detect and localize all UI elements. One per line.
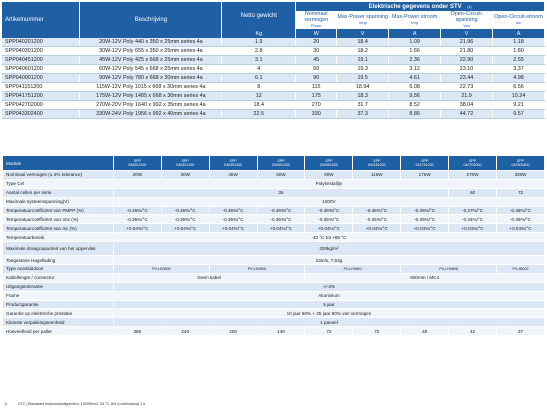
tc-voc-value: -0.35%/°C xyxy=(353,215,401,224)
unit-a: A xyxy=(389,29,441,38)
junction-label: Type Aansluitdoos xyxy=(3,265,114,274)
table-row xyxy=(2,92,545,101)
nominal-value: 90W xyxy=(305,171,353,180)
tc-pmpp-label: Temperatuurcoëfficiënt van PMPP (%) xyxy=(3,206,114,215)
module-head-prefix: SPP xyxy=(516,158,525,163)
tc-pmpp-value: -0.45%/°C xyxy=(305,206,353,215)
table-row xyxy=(2,47,545,56)
header-net-weight: Netto gewicht xyxy=(222,2,296,29)
cell-voc: 21.80 xyxy=(441,47,493,56)
header-max-power-voltage-text: Max-Power spanning xyxy=(337,14,388,20)
cell-isc: 9.21 xyxy=(493,101,545,110)
cell-vmp: 19.1 xyxy=(337,56,389,65)
module-head-number: 041751200 xyxy=(415,163,434,167)
tc-isc-value: +0.04%/°C xyxy=(305,224,353,233)
cell-article: SPP040601200 xyxy=(2,65,80,74)
cell-article: SPP042702000 xyxy=(2,101,80,110)
cell-voc: 21.96 xyxy=(441,38,493,47)
module-head-number: 040301200 xyxy=(176,163,195,167)
module-head-prefix: SPP xyxy=(468,158,477,163)
cell-vmp: 18.2 xyxy=(337,47,389,56)
tc-pmpp-value: -0.45%/°C xyxy=(401,206,449,215)
hail-value: 23m/s, 7,53g xyxy=(113,256,544,265)
module-head-number: 041151200 xyxy=(367,163,386,167)
cell-description: 30W-12V Poly 655 x 350 x 25mm series 4a xyxy=(80,47,222,56)
unit-v2: V xyxy=(441,29,493,38)
nominal-value: 20W xyxy=(113,171,161,180)
tc-isc-value: +0.04%/°C xyxy=(257,224,305,233)
header-open-circuit-voltage xyxy=(441,11,493,29)
tc-voc-value: -0.35%/°C xyxy=(401,215,449,224)
header-vmp-symbol: Vmp xyxy=(358,20,367,25)
cell-voc: 23.44 xyxy=(441,74,493,83)
junction-value-1: PV-LH0805 xyxy=(113,265,209,274)
module-head xyxy=(497,156,545,171)
junction-value-5: PV-JB002 xyxy=(497,265,545,274)
nominal-value: 60W xyxy=(257,171,305,180)
cell-vmp: 19.5 xyxy=(337,74,389,83)
header-description: Beschrijving xyxy=(80,2,222,38)
detail-spec-table xyxy=(2,155,545,336)
cell-voc: 44.72 xyxy=(441,110,493,119)
footnote-number: 1) xyxy=(4,402,8,406)
top-spec-table xyxy=(2,2,545,119)
cell-imp: 4.61 xyxy=(389,74,441,83)
table-row xyxy=(2,83,545,92)
cell-vmp: 31.7 xyxy=(337,101,389,110)
header-max-power-voltage xyxy=(337,11,389,29)
tc-isc-value: +0.04%/°C xyxy=(401,224,449,233)
cell-vmp: 18.4 xyxy=(337,38,389,47)
tc-pmpp-value: -0.45%/°C xyxy=(353,206,401,215)
cell-description: 45W-12V Poly 425 x 668 x 25mm series 4a xyxy=(80,56,222,65)
cell-description: 20W-12V Poly 440 x 350 x 25mm series 4a xyxy=(80,38,222,47)
cell-voc: 22.73 xyxy=(441,83,493,92)
hail-label: Toegestane Hagellading xyxy=(3,256,114,265)
header-voc-symbol: Voc xyxy=(463,23,470,28)
pallet-value: 37 xyxy=(497,327,545,336)
pallet-value: 48 xyxy=(401,327,449,336)
tc-isc-value: +0.04%/°C xyxy=(209,224,257,233)
cell-weight: 1.9 xyxy=(222,38,296,47)
module-head xyxy=(449,156,497,171)
cell-nominal: 60 xyxy=(296,65,337,74)
max-voltage-value: 1000V xyxy=(113,197,544,206)
cell-description: 330W-24V Poly 1956 x 992 x 40mm series 4a xyxy=(80,110,222,119)
tc-pmpp-value: -0.45%/°C xyxy=(209,206,257,215)
module-head-prefix: SPP xyxy=(325,158,333,163)
cell-weight: 8 xyxy=(222,83,296,92)
tc-pmpp-value: -0.45%/°C xyxy=(113,206,161,215)
frame-value: Aluminium xyxy=(113,291,544,300)
cable-none: Geen kabel xyxy=(113,273,305,282)
cell-weight: 12 xyxy=(222,92,296,101)
cell-article: SPP040301200 xyxy=(2,47,80,56)
table-row xyxy=(2,38,545,47)
tc-isc-value: +0.04%/°C xyxy=(353,224,401,233)
cell-nominal: 30 xyxy=(296,47,337,56)
tc-voc-value: -0.35%/°C xyxy=(113,215,161,224)
module-head xyxy=(209,156,257,171)
header-open-circuit-current-text: Open-Circuit-stroom xyxy=(494,14,543,20)
cell-nominal: 90 xyxy=(296,74,337,83)
module-head-number: 042702000 xyxy=(463,163,482,167)
cells-60: 60 xyxy=(449,188,497,197)
module-head-prefix: SPP xyxy=(229,158,237,163)
cell-vmp: 18.3 xyxy=(337,92,389,101)
frame-label: Frame xyxy=(3,291,114,300)
tc-isc-value: +0.04%/°C xyxy=(161,224,209,233)
table-row xyxy=(2,101,545,110)
cell-description: 90W-12V Poly 780 x 668 x 30mm series 4a xyxy=(80,74,222,83)
load-value: 200kg/m² xyxy=(113,242,544,256)
module-head xyxy=(305,156,353,171)
pallet-value: 42 xyxy=(449,327,497,336)
cell-nominal: 270 xyxy=(296,101,337,110)
temp-range-value: -40 °C tot +85 °C xyxy=(113,233,544,242)
pallet-value: 200 xyxy=(209,327,257,336)
cell-weight: 4 xyxy=(222,65,296,74)
module-head-prefix: SPP xyxy=(277,158,285,163)
header-electrical-group-text: Elektrische gegevens onder STV xyxy=(368,3,462,10)
module-head xyxy=(161,156,209,171)
cell-isc: 9.57 xyxy=(493,110,545,119)
warranty-value: 5 jaar xyxy=(113,300,544,309)
table-row xyxy=(2,56,545,65)
cell-imp: 1.09 xyxy=(389,38,441,47)
unit-v: V xyxy=(337,29,389,38)
module-head xyxy=(353,156,401,171)
cell-weight: 6.1 xyxy=(222,74,296,83)
tc-isc-value: +0.04%/°C xyxy=(113,224,161,233)
tc-pmpp-value: -0.45%/°C xyxy=(257,206,305,215)
cell-weight: 22.5 xyxy=(222,110,296,119)
header-max-power-current-text: Max-Power stroom xyxy=(392,14,438,20)
pallet-value: 72 xyxy=(305,327,353,336)
packaging-label: Kleinste verpakkingseenheid xyxy=(3,318,114,327)
cell-vmp: 19.3 xyxy=(337,65,389,74)
pallet-value: 380 xyxy=(113,327,161,336)
header-footnote-ref: (1) xyxy=(467,4,472,9)
cell-article: SPP041151200 xyxy=(2,83,80,92)
module-label: Module xyxy=(3,156,114,171)
header-nominal xyxy=(296,11,337,29)
nominal-value: 30W xyxy=(161,171,209,180)
header-nominal-symbol: Pnom xyxy=(311,23,322,28)
max-voltage-label: Maximale systeemspanning(V) xyxy=(3,197,114,206)
cell-imp: 8.86 xyxy=(389,110,441,119)
header-nominal-text: Nominaal vermogen xyxy=(304,11,329,23)
cell-imp: 6.08 xyxy=(389,83,441,92)
cells-36: 36 xyxy=(113,188,448,197)
nominal-label: Nominaal vermogen (± 3% tolerance) xyxy=(3,171,114,180)
nominal-value: 115W xyxy=(353,171,401,180)
cell-isc: 2.55 xyxy=(493,56,545,65)
warranty-label: Productgarantie xyxy=(3,300,114,309)
cell-nominal: 45 xyxy=(296,56,337,65)
header-max-power-current xyxy=(389,11,441,29)
cell-article: SPP040451200 xyxy=(2,56,80,65)
cell-voc: 23.10 xyxy=(441,65,493,74)
load-label: Maximale draagcapaciteit van het oppervlak xyxy=(3,242,114,256)
performance-label: Garantie op elektrische prestatie xyxy=(3,309,114,318)
header-imp-symbol: Imp xyxy=(411,20,418,25)
cell-article: SPP043302400 xyxy=(2,110,80,119)
cell-nominal: 330 xyxy=(296,110,337,119)
header-isc-symbol: Isc xyxy=(515,20,522,25)
cell-description: 115W-12V Poly 1015 x 668 x 30mm series 4a xyxy=(80,83,222,92)
cell-isc: 3.37 xyxy=(493,65,545,74)
cells-72: 72 xyxy=(497,188,545,197)
tc-voc-value: -0.35%/°C xyxy=(209,215,257,224)
cell-article: SPP040901200 xyxy=(2,74,80,83)
tc-voc-label: Temperatuurcoëfficiënt van Voc (%) xyxy=(3,215,114,224)
tc-voc-value: -0.34%/°C xyxy=(449,215,497,224)
cell-isc: 10.24 xyxy=(493,92,545,101)
top-table-body xyxy=(2,38,545,119)
header-open-circuit-voltage-text: Open-Circuit-spanning xyxy=(450,11,483,23)
cell-isc: 4.98 xyxy=(493,74,545,83)
nominal-value: 270W xyxy=(449,171,497,180)
tc-voc-value: -0.35%/°C xyxy=(497,215,545,224)
tc-pmpp-value: -0.47%/°C xyxy=(449,206,497,215)
nominal-value: 330W xyxy=(497,171,545,180)
table-row xyxy=(2,65,545,74)
cable-mc4: 900mm / MC4 xyxy=(305,273,545,282)
module-head-prefix: SPP xyxy=(181,158,189,163)
cell-imp: 8.52 xyxy=(389,101,441,110)
tc-voc-value: -0.35%/°C xyxy=(161,215,209,224)
cell-article: SPP040201200 xyxy=(2,38,80,47)
module-head-number: 040901200 xyxy=(319,163,338,167)
module-head-prefix: SPP xyxy=(421,158,429,163)
cell-type-value: Polykristallijn xyxy=(113,179,544,188)
module-head-number: 043302400 xyxy=(511,163,530,167)
cell-article: SPP041751200 xyxy=(2,92,80,101)
pallet-label: Hoeveelheid per pallet xyxy=(3,327,114,336)
junction-value-4: PV-LH0808 xyxy=(401,265,497,274)
cell-weight: 18.4 xyxy=(222,101,296,110)
module-head xyxy=(113,156,161,171)
cell-isc: 1.18 xyxy=(493,38,545,47)
pallet-value: 72 xyxy=(353,327,401,336)
cable-label: Kabellengte / connector xyxy=(3,273,114,282)
cell-weight: 2.8 xyxy=(222,47,296,56)
module-head-prefix: SPP xyxy=(373,158,381,163)
unit-a2: A xyxy=(493,29,545,38)
table-row xyxy=(2,110,545,119)
tc-voc-value: -0.35%/°C xyxy=(257,215,305,224)
tc-isc-label: Temperatuurcoëfficiënt van Isc (%) xyxy=(3,224,114,233)
cell-description: 270W-20V Poly 1640 x 992 x 35mm series 4a xyxy=(80,101,222,110)
cell-nominal: 175 xyxy=(296,92,337,101)
tc-voc-value: -0.35%/°C xyxy=(305,215,353,224)
junction-value-3: PV-LH0801 xyxy=(305,265,401,274)
tc-isc-value: +0.04%/°C xyxy=(449,224,497,233)
cell-type-label: Type Cel xyxy=(3,179,114,188)
module-head-number: 040201200 xyxy=(128,163,147,167)
tc-pmpp-value: -0.45%/°C xyxy=(161,206,209,215)
cell-vmp: 18.94 xyxy=(337,83,389,92)
cell-isc: 1.80 xyxy=(493,47,545,56)
unit-kg: Kg xyxy=(222,29,296,38)
table-row xyxy=(2,74,545,83)
cell-voc: 38.04 xyxy=(441,101,493,110)
module-head-prefix: SPP xyxy=(133,158,141,163)
cell-weight: 3.1 xyxy=(222,56,296,65)
module-head-number: 040601200 xyxy=(271,163,290,167)
cell-imp: 3.12 xyxy=(389,65,441,74)
cell-voc: 22.90 xyxy=(441,56,493,65)
cell-voc: 21.9 xyxy=(441,92,493,101)
junction-value-2: PV-LH0806 xyxy=(209,265,305,274)
module-head xyxy=(257,156,305,171)
cell-imp: 1.66 xyxy=(389,47,441,56)
cell-description: 60W-12V Poly 545 x 668 x 25mm series 4a xyxy=(80,65,222,74)
cell-nominal: 20 xyxy=(296,38,337,47)
header-electrical-group xyxy=(296,2,545,11)
module-head-number: 040451200 xyxy=(224,163,243,167)
pallet-value: 240 xyxy=(161,327,209,336)
nominal-value: 175W xyxy=(401,171,449,180)
tolerance-label: Uitgangstolerantie xyxy=(3,282,114,291)
cell-imp: 2.36 xyxy=(389,56,441,65)
cell-description: 175W-12V Poly 1485 x 668 x 30mm series 4a xyxy=(80,92,222,101)
tc-pmpp-value: -0.45%/°C xyxy=(497,206,545,215)
pallet-value: 140 xyxy=(257,327,305,336)
footnote xyxy=(4,402,145,406)
cell-vmp: 37.3 xyxy=(337,110,389,119)
cells-label: Aantal cellen per serie xyxy=(3,188,114,197)
module-head xyxy=(401,156,449,171)
cell-nominal: 115 xyxy=(296,83,337,92)
unit-w: W xyxy=(296,29,337,38)
temp-range-label: Temperatuurbereik xyxy=(3,233,114,242)
cell-isc: 6.56 xyxy=(493,83,545,92)
nominal-value: 45W xyxy=(209,171,257,180)
packaging-value: 1 paneel xyxy=(113,318,544,327)
tolerance-value: +/-3% xyxy=(113,282,544,291)
cell-imp: 9.56 xyxy=(389,92,441,101)
header-open-circuit-current xyxy=(493,11,545,29)
footnote-text: STC (Standaard testomstandigheden): 1000W/m2, 25 °C, AM (Luchtmassa) 1,5 xyxy=(18,402,146,406)
performance-value: 10 jaar 90% + 25 jaar 80% van vermogen xyxy=(113,309,544,318)
header-article: Artikelnummer xyxy=(2,2,80,38)
tc-isc-value: +0.04%/°C xyxy=(497,224,545,233)
